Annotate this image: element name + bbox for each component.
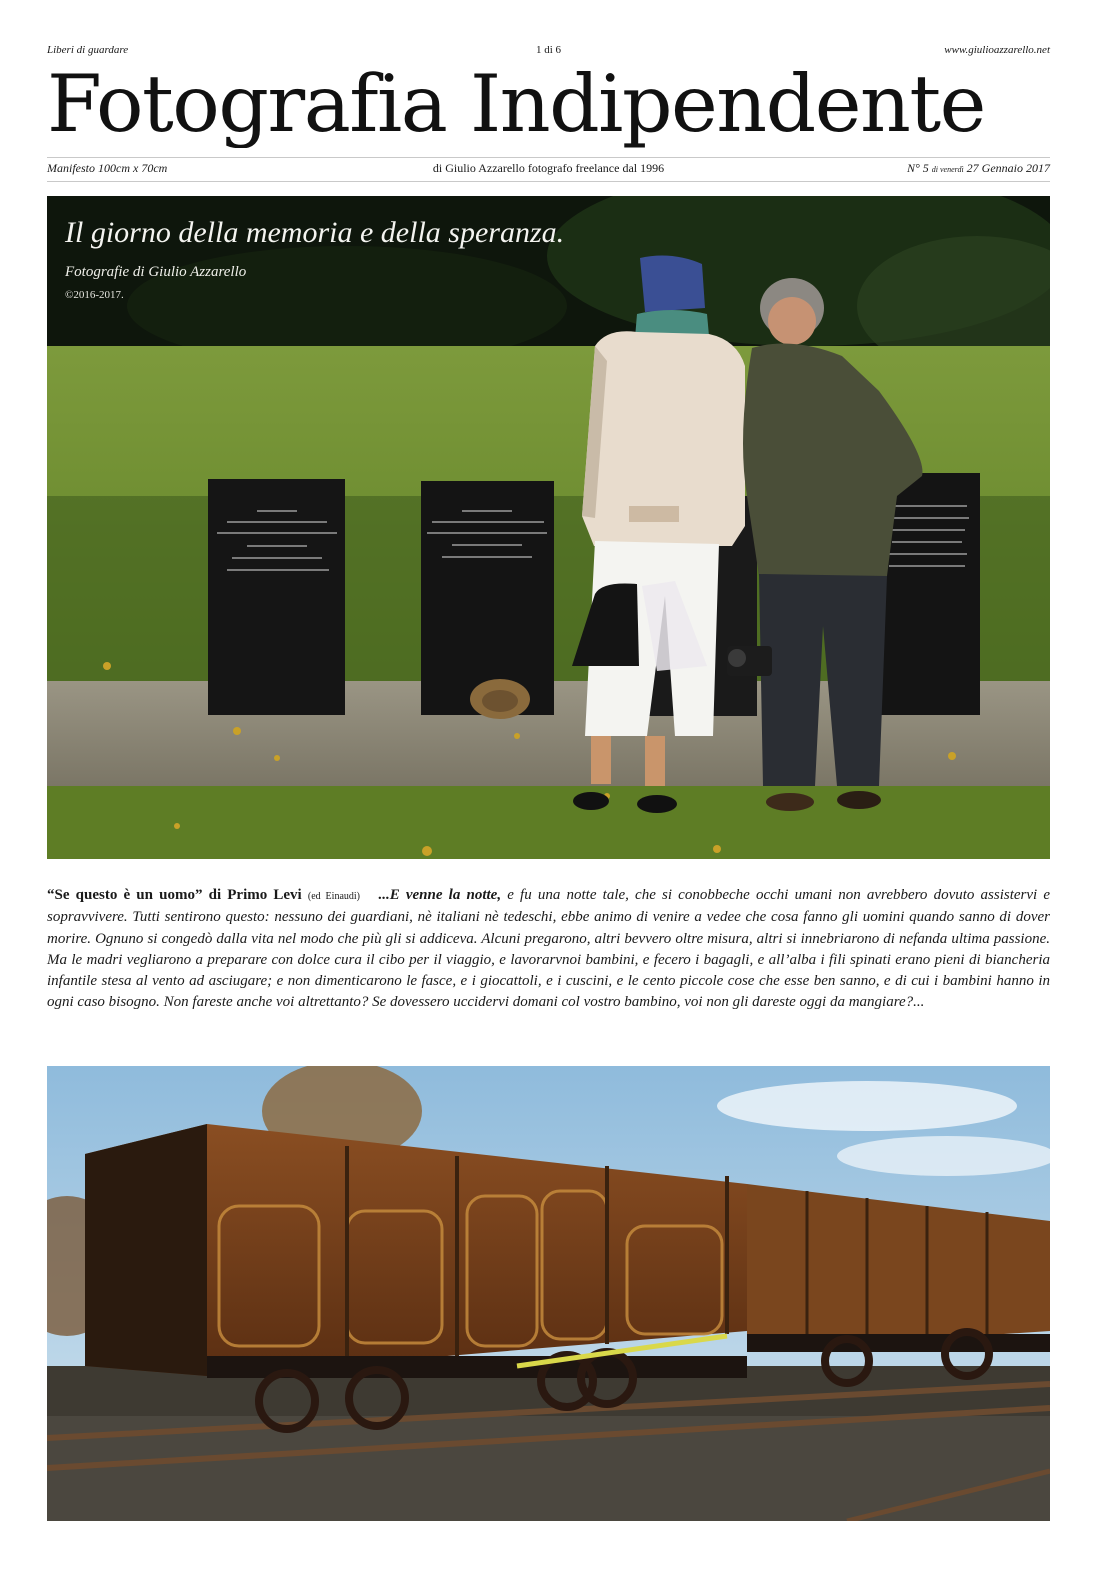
masthead-title: Fotografia Indipendente [47,60,985,148]
quote-opening: ...E venne la notte, [378,887,502,903]
memorial-photo-illustration [47,196,1050,859]
page-indicator: 1 di 6 [535,44,562,56]
issue-number: N° 5 [906,161,929,175]
byline: di Giulio Azzarello fotografo freelance dal 1996 [432,161,665,175]
issue-date: 27 Gennaio 2017 [966,161,1050,175]
divider [47,181,1050,182]
photo-credit: Fotografie di Giulio Azzarello [65,264,247,280]
issue-info [907,161,1050,176]
tagline: Liberi di guardare [47,44,129,56]
issue-day: di venerdì [931,165,964,174]
railway-wagons-photo [47,1066,1050,1521]
issue-info-bar [47,161,1050,179]
photo-copyright: ©2016-2017. [65,289,124,301]
publisher-note: (ed Einaudi) [307,891,360,902]
top-info-bar [47,44,1050,60]
book-title: “Se questo è un uomo” di Primo Levi [47,887,302,903]
website-link[interactable]: www.giulioazzarello.net [944,44,1050,56]
photo-title: Il giorno della memoria e della speranza. [65,216,565,249]
railway-wagons-illustration [47,1066,1050,1521]
article-text [47,885,1050,1014]
memorial-photo [47,196,1050,859]
format-label: Manifesto 100cm x 70cm [47,161,168,175]
quote-body: e fu una notte tale, che si conobbeche occhi umani non avrebbero dovuto assistervi e sopravvivere. Tutti sentirono questo: nessuno dei guardiani, nè italiani nè tedeschi, ebbe animo di venire a vedee che cosa fanno gli uomini quando sanno di dover morire. Ognuno si congedò dalla vita nel modo che più gli si addiceva. Alcuni pregarono, altri bevvero oltre misura, altri si innebriarono di nefanda ultima passione. Ma le madri vegliarono a preparare con dolce cura il cibo per il viaggio, e lavorarvnoi bambini, e fecero i bagagli, e all’alba i fili spinati erano pieni di biancheria infantile stesa al vento ad asciugare; e non dimenticarono le fasce, e i giocattoli, e i cuscini, e le cento piccole cose che esse ben sanno, e di cui i bambini hanno in ogni caso bisogno. Non fareste anche voi altrettanto? Se dovessero uccidervi domani col vostro bambino, voi non gli dareste oggi da mangiare?... [47,887,1051,1011]
divider [47,157,1050,158]
